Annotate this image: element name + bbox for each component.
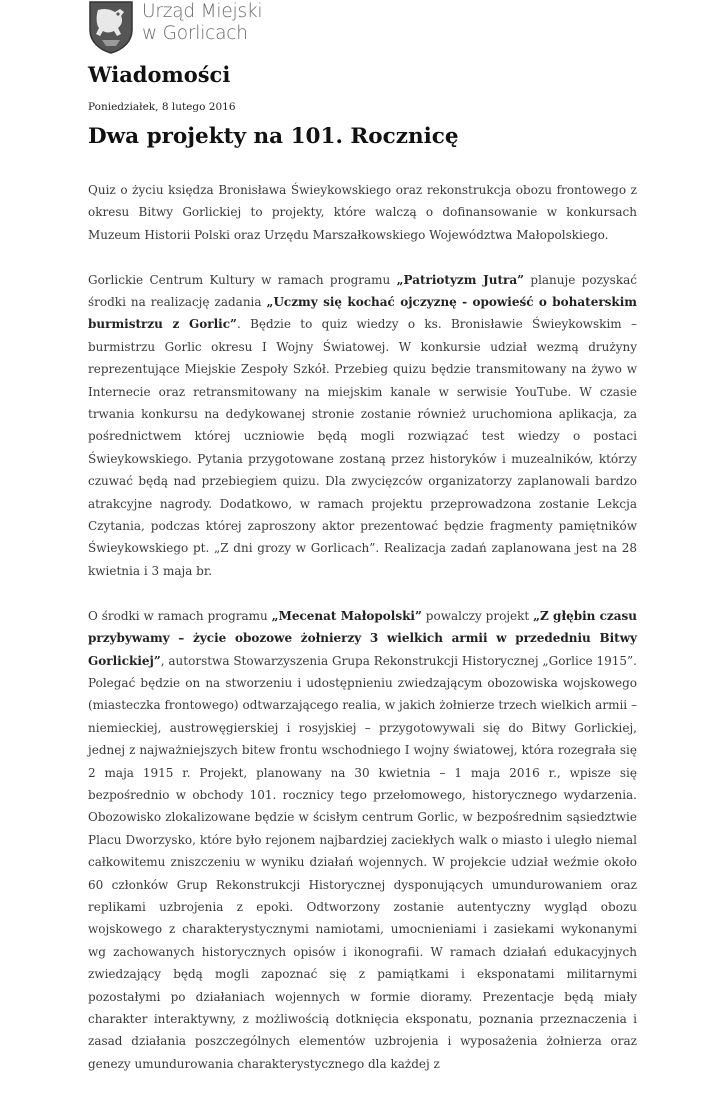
paragraph-patriotyzm [88,269,637,583]
article-date: Poniedziałek, 8 lutego 2016 [88,101,236,113]
org-name-line1: Urząd Miejski [142,1,263,22]
org-name-line2: w Gorlicach [142,23,248,44]
text: Gorlickie Centrum Kultury w ramach programu [88,272,397,287]
text: , autorstwa Stowarzyszenia Grupa Rekonstrukcji Historycznej „Gorlice 1915”. Polegać będzie on na stworzeniu i udostępnieniu zwiedzającym obozowiska wojskowego (miasteczka frontowego) odtwarzającego realia, w jakich żołnierze trzech wielkich armii – niemieckiej, austrowęgierskiej i rosyjskiej – przygotowywali się do Bitwy Gorlickiej, jednej z najważniejszych bitew frontu wschodniego I wojny światowej, która rozegrała się 2 maja 1915 r. Projekt, planowany na 30 kwietnia – 1 maja 2016 r., wpisze się bezpośrednio w obchody 101. rocznicy tego przełomowego, historycznego wydarzenia. Obozowisko zlokalizowane będzie w ścisłym centrum Gorlic, w bezpośrednim sąsiedztwie Placu Dworzysko, które było rejonem najbardziej zaciekłych walk o miasto i uległo niemal całkowitemu zniszczeniu w wyniku działań wojennych. W projekcie udział weźmie około 60 członków Grup Rekonstrukcji Historycznej dysponujących umundurowaniem oraz replikami uzbrojenia z epoki. Odtworzony zostanie autentyczny wygląd obozu wojskowego z charakterystycznymi namiotami, umocnieniami i zasiekami wykonanymi wg zachowanych historycznych opisów i ikonografii. W ramach działań edukacyjnych zwiedzający będą mogli zapoznać się z pamiątkami i eksponatami militarnymi pozostałymi po działaniach wojennych w formie dioramy. Prezentacje będą miały charakter interaktywny, z możliwością dotknięcia eksponatu, poznania przeznaczenia i zasad działania poszczególnych elementów uzbrojenia i wyposażenia żołnierza oraz genezy umundurowania charakterystycznego dla każdej z [88,653,637,1071]
section-title: Wiadomości [88,62,231,87]
program-name: „Patriotyzm Jutra” [396,272,525,287]
project-name: „Uczmy się kochać ojczyznę - opowieść o bohaterskim burmistrzu z Gorlic” [88,295,637,332]
article-body [88,179,637,1098]
paragraph-mecenat [88,605,637,1076]
text: powalczy projekt [421,608,534,623]
project-name: „Z głębin czasu przybywamy – życie obozowe żołnierzy 3 wielkich armii w przededniu Bitwy Gorlickiej” [88,608,638,668]
site-name[interactable] [142,0,262,45]
program-name: „Mecenat Małopolski” [271,608,422,623]
site-header [88,0,262,56]
gorlice-coat-of-arms-icon[interactable] [88,0,134,54]
paragraph-intro: Quiz o życiu księdza Bronisława Świeykowskiego oraz rekonstrukcja obozu frontowego z okresu Bitwy Gorlickiej to projekty, które walczą o dofinansowanie w konkursach Muzeum Historii Polski oraz Urzędu Marszałkowskiego Województwa Małopolskiego. [88,183,637,242]
text: O środki w ramach programu [88,608,272,623]
text: planuje pozyskać środki na realizację zadania [88,272,637,310]
text: . Będzie to quiz wiedzy o ks. Bronisławie Świeykowskim – burmistrzu Gorlic okresu I Wojny Światowej. W konkursie udział wezmą drużyny reprezentujące Miejskie Zespoły Szkół. Przebieg quizu będzie transmitowany na żywo w Internecie oraz retransmitowany na miejskim kanale w serwisie YouTube. W czasie trwania konkursu na dedykowanej stronie zostanie również uruchomiona aplikacja, za pośrednictwem której uczniowie będą mogli rozwiązać test wiedzy o postaci Świeykowskiego. Pytania przygotowane zostaną przez historyków i muzealników, którzy czuwać będą nad przebiegiem quizu. Dla zwycięzców organizatorzy zaplanowali bardzo atrakcyjne nagrody. Dodatkowo, w ramach projektu przeprowadzona zostanie Lekcja Czytania, podczas której zaproszony aktor prezentować będzie fragmenty pamiętników Świeykowskiego pt. „Z dni grozy w Gorlicach”. Realizacja zadań zaplanowana jest na 28 kwietnia i 3 maja br. [88,317,637,578]
article-title: Dwa projekty na 101. Rocznicę [88,124,459,149]
